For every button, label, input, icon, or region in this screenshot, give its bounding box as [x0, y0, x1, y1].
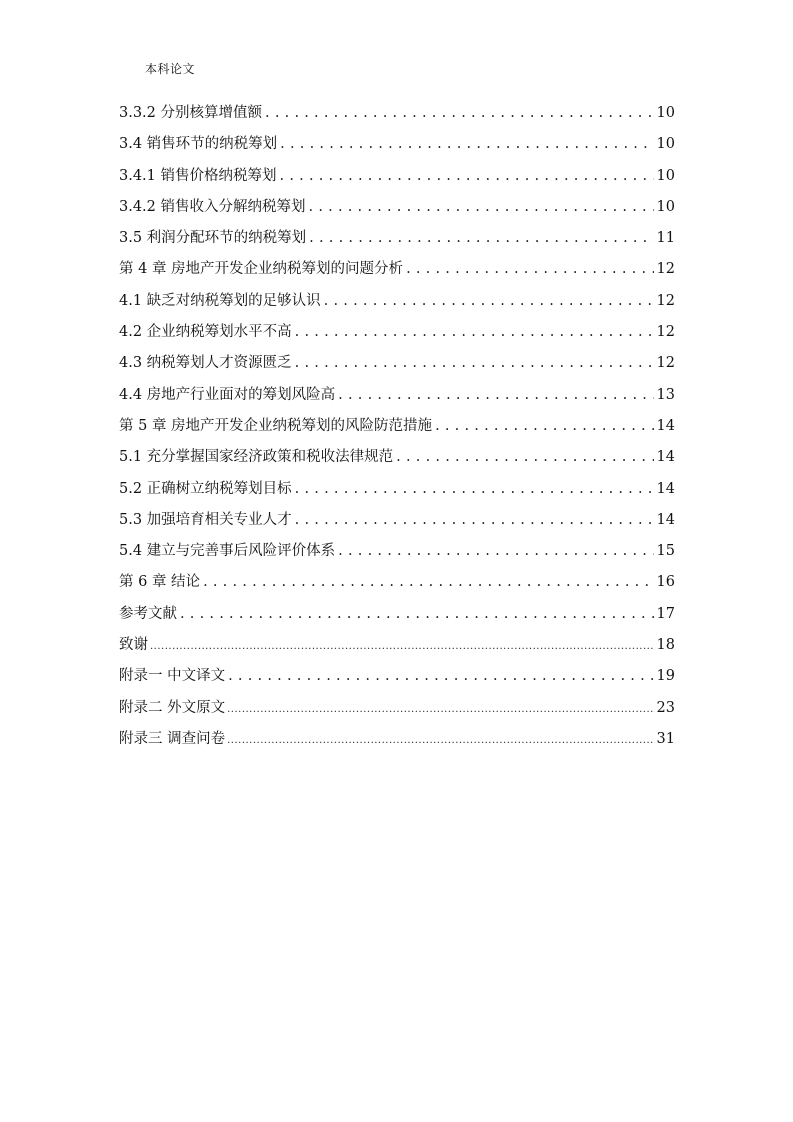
- toc-dot-leader: [228, 661, 653, 692]
- toc-entry-title: 第 5 章 房地产开发企业纳税筹划的风险防范措施: [119, 417, 433, 434]
- toc-entry[interactable]: [119, 317, 675, 348]
- toc-dot-leader: [295, 348, 654, 379]
- toc-entry-title: 致谢: [119, 637, 148, 654]
- toc-page-number: 17: [656, 605, 675, 622]
- toc-dot-leader: [309, 223, 653, 254]
- toc-page-number: 19: [656, 668, 675, 685]
- toc-entry[interactable]: [119, 161, 675, 192]
- toc-dot-leader: [406, 254, 653, 285]
- toc-entry[interactable]: [119, 442, 675, 473]
- toc-dot-leader: [227, 725, 654, 756]
- toc-page-number: 10: [656, 198, 675, 215]
- toc-page-number: 23: [656, 699, 675, 716]
- toc-entry[interactable]: [119, 348, 675, 379]
- toc-page-number: 12: [656, 324, 675, 341]
- toc-page-number: 16: [656, 574, 675, 591]
- toc-page-number: 10: [656, 167, 675, 184]
- toc-entry-title: 参考文献: [119, 605, 177, 622]
- page-header: 本科论文: [145, 62, 196, 76]
- toc-page-number: 31: [656, 730, 675, 747]
- toc-entry[interactable]: [119, 98, 675, 129]
- toc-entry[interactable]: [119, 254, 675, 285]
- toc-entry-title: 5.3 加强培育相关专业人才: [119, 511, 292, 528]
- toc-dot-leader: [295, 474, 654, 505]
- toc-page-number: 10: [656, 105, 675, 121]
- toc-entry-title: 附录二 外文原文: [119, 699, 226, 716]
- toc-dot-leader: [435, 411, 653, 442]
- toc-dot-leader: [338, 380, 653, 411]
- toc-entry[interactable]: [119, 630, 675, 661]
- toc-entry-title: 3.4.2 销售收入分解纳税筹划: [119, 198, 306, 215]
- toc-page-number: 12: [656, 261, 675, 278]
- toc-entry-title: 4.4 房地产行业面对的筹划风险高: [119, 386, 336, 403]
- toc-page-number: 14: [656, 511, 675, 528]
- toc-entry[interactable]: [119, 411, 675, 442]
- toc-dot-leader: [295, 317, 654, 348]
- toc-entry-title: 第 6 章 结论: [119, 574, 201, 591]
- toc-page-number: 18: [656, 637, 675, 654]
- toc-page-number: 13: [656, 386, 675, 403]
- toc-dot-leader: [396, 442, 653, 473]
- toc-entry-title: 3.4.1 销售价格纳税筹划: [119, 167, 277, 184]
- table-of-contents: [119, 98, 675, 755]
- toc-page-number: 15: [656, 543, 675, 560]
- toc-page-number: 12: [656, 292, 675, 309]
- toc-entry-title: 5.4 建立与完善事后风险评价体系: [119, 543, 336, 560]
- toc-entry-title: 5.2 正确树立纳税筹划目标: [119, 480, 292, 497]
- toc-entry[interactable]: [119, 661, 675, 692]
- toc-dot-leader: [227, 694, 654, 725]
- toc-entry[interactable]: [119, 724, 675, 755]
- toc-entry-title: 3.4 销售环节的纳税筹划: [119, 136, 278, 153]
- toc-dot-leader: [180, 599, 654, 630]
- toc-dot-leader: [295, 505, 654, 536]
- toc-dot-leader: [150, 631, 655, 662]
- toc-page-number: 12: [656, 355, 675, 372]
- toc-dot-leader: [280, 129, 653, 160]
- toc-entry[interactable]: [119, 286, 675, 317]
- toc-entry[interactable]: [119, 567, 675, 598]
- toc-entry-title: 附录三 调查问卷: [119, 730, 226, 747]
- toc-dot-leader: [280, 161, 654, 192]
- toc-dot-leader: [338, 536, 653, 567]
- toc-entry[interactable]: [119, 474, 675, 505]
- toc-dot-leader: [324, 286, 654, 317]
- toc-entry-title: 4.2 企业纳税筹划水平不高: [119, 324, 292, 341]
- toc-page-number: 14: [656, 449, 675, 466]
- toc-entry-title: 4.3 纳税筹划人才资源匮乏: [119, 355, 292, 372]
- toc-entry[interactable]: [119, 599, 675, 630]
- toc-entry[interactable]: [119, 380, 675, 411]
- toc-entry[interactable]: [119, 536, 675, 567]
- toc-page-number: 14: [656, 480, 675, 497]
- toc-entry-title: 第 4 章 房地产开发企业纳税筹划的问题分析: [119, 261, 404, 278]
- toc-entry[interactable]: [119, 223, 675, 254]
- toc-entry-title: 5.1 充分掌握国家经济政策和税收法律规范: [119, 449, 394, 466]
- toc-entry-title: 附录一 中文译文: [119, 668, 226, 685]
- toc-entry-title: 4.1 缺乏对纳税筹划的足够认识: [119, 292, 321, 309]
- toc-entry-title: 3.5 利润分配环节的纳税筹划: [119, 230, 307, 247]
- toc-page-number: 10: [656, 136, 675, 153]
- toc-page-number: 14: [656, 417, 675, 434]
- toc-dot-leader: [203, 567, 653, 598]
- toc-entry[interactable]: [119, 505, 675, 536]
- toc-entry[interactable]: [119, 129, 675, 160]
- toc-dot-leader: [265, 98, 654, 129]
- toc-entry[interactable]: [119, 693, 675, 724]
- toc-entry-title: 3.3.2 分别核算增值额: [119, 105, 263, 121]
- toc-entry[interactable]: [119, 192, 675, 223]
- toc-dot-leader: [309, 192, 654, 223]
- toc-page-number: 11: [656, 230, 675, 247]
